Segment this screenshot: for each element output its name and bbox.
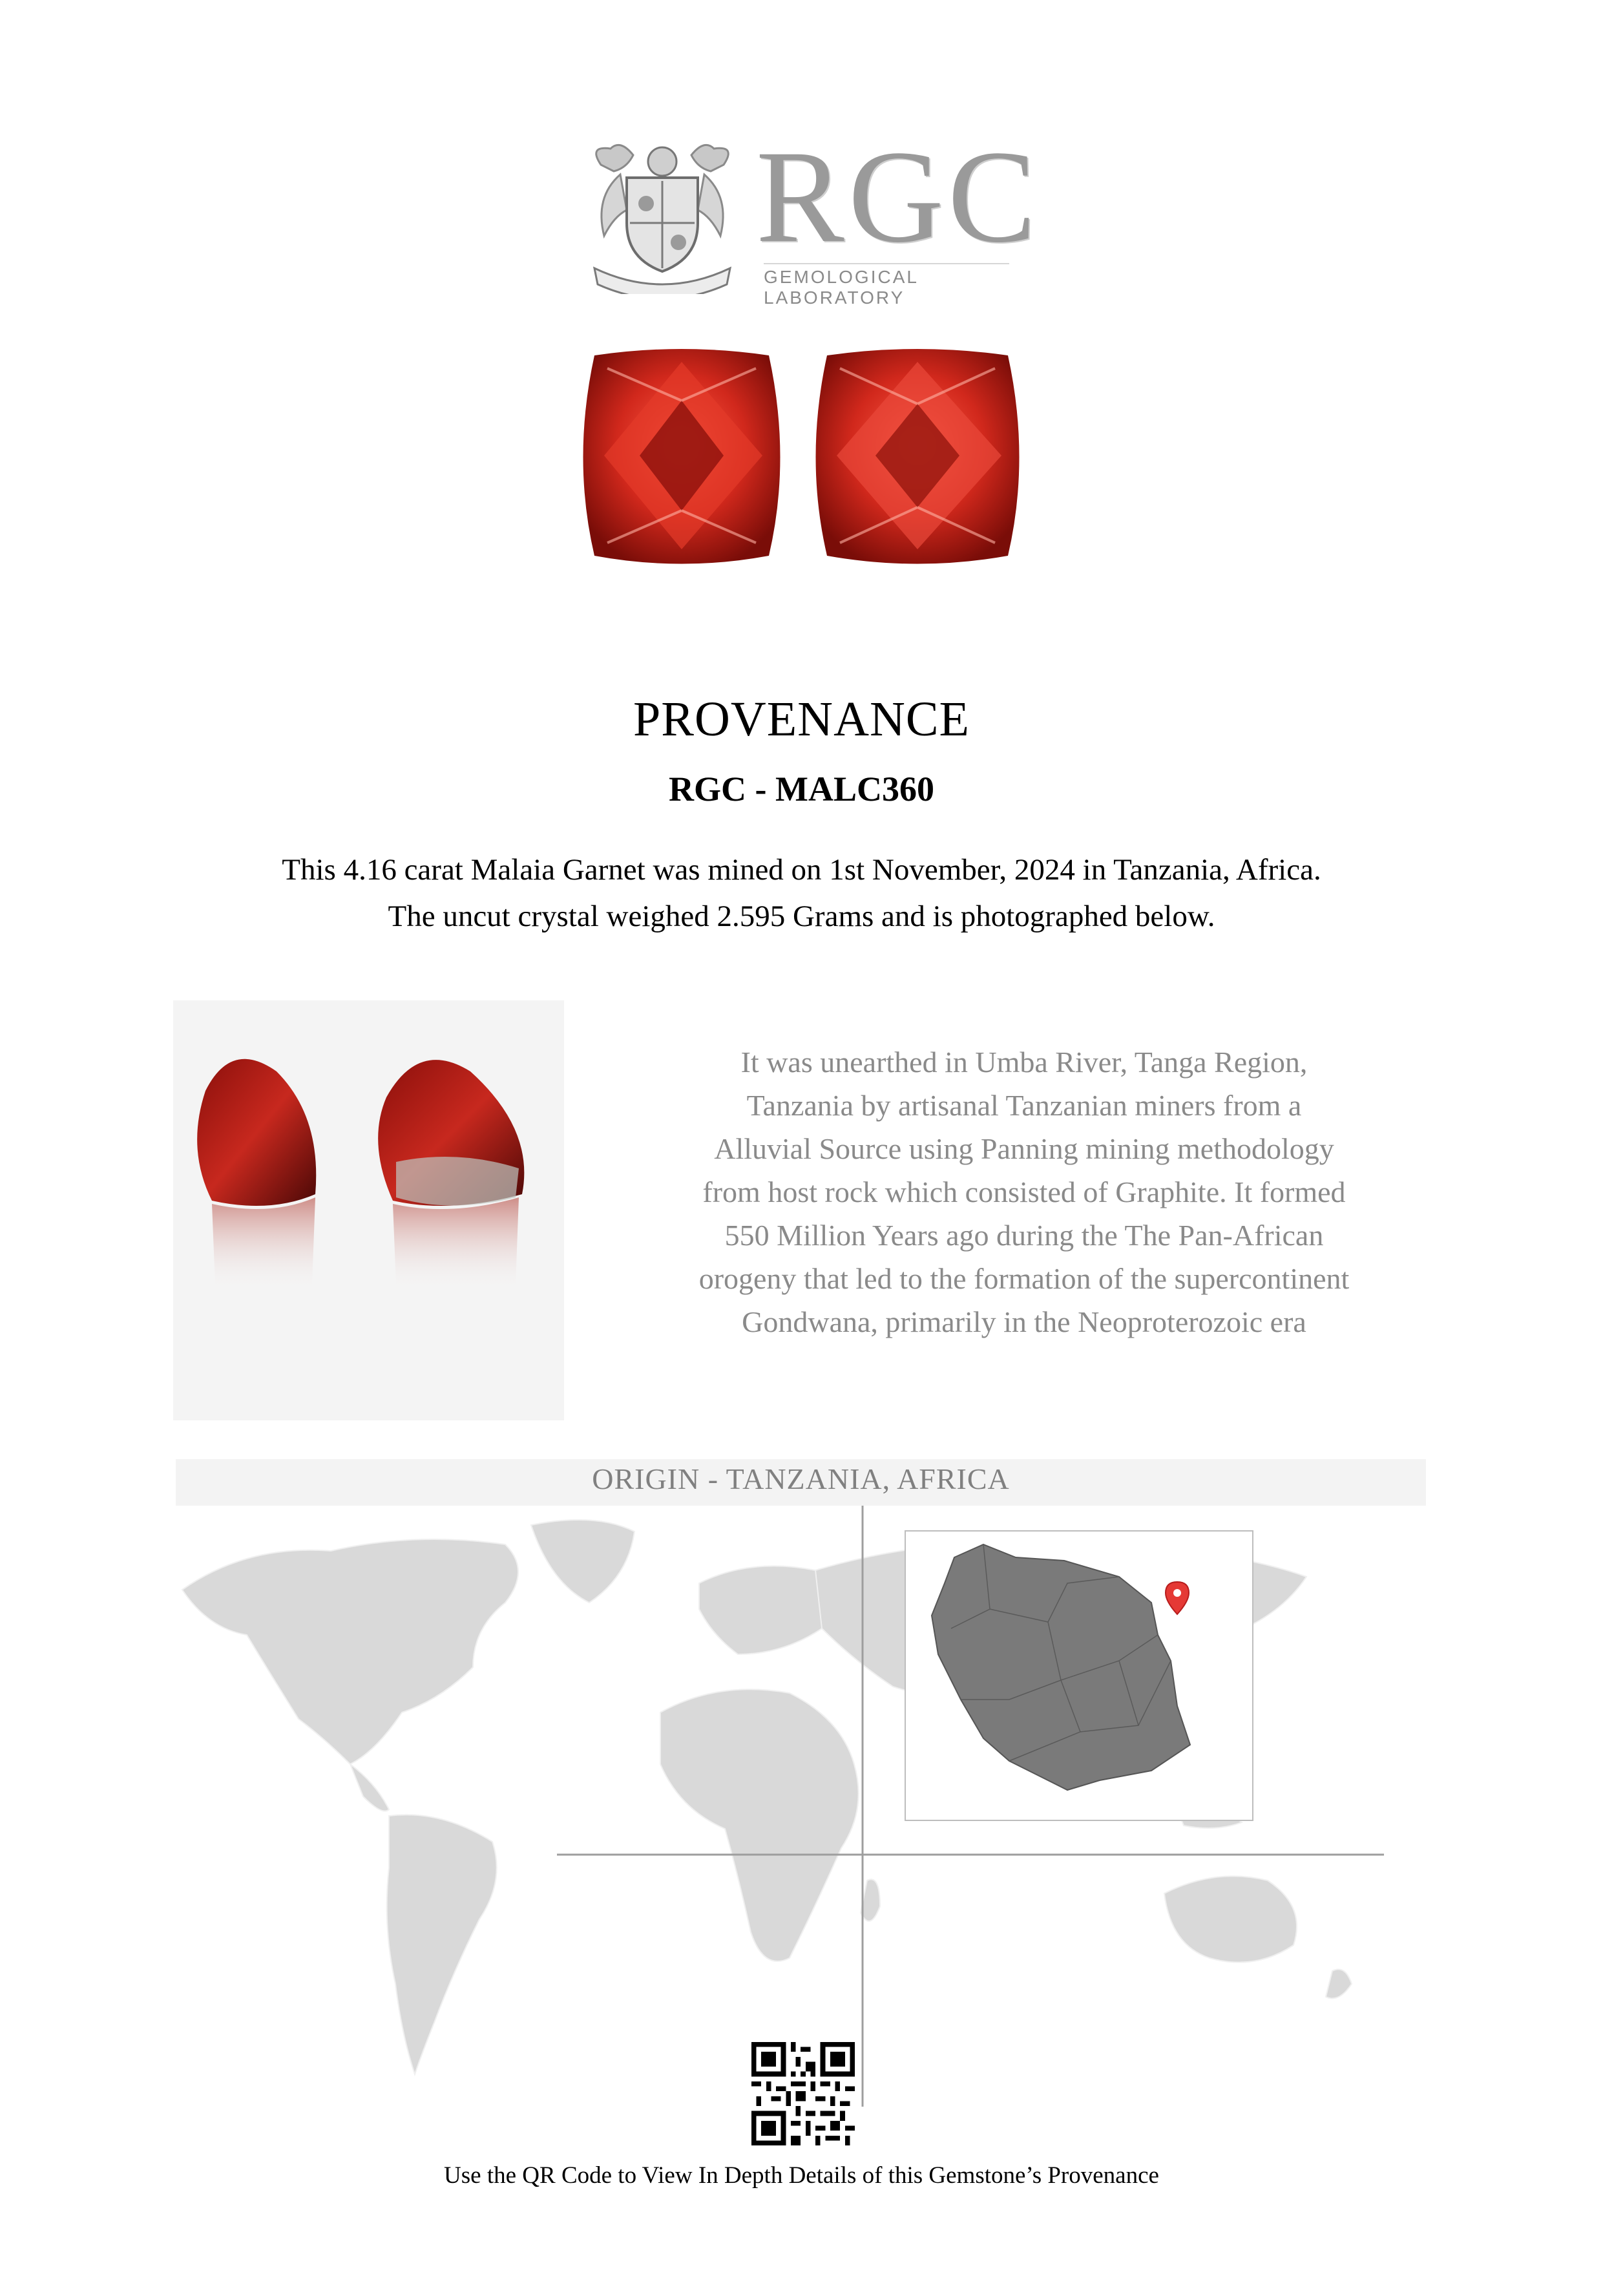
- story-line: from host rock which consisted of Graphite. It formed: [702, 1175, 1346, 1208]
- qr-code-icon[interactable]: [751, 2042, 855, 2145]
- tanzania-map: [906, 1532, 1252, 1820]
- story-line: 550 Million Years ago during the The Pan-African: [724, 1219, 1324, 1252]
- logo-subtitle: GEMOLOGICAL LABORATORY: [764, 263, 1009, 308]
- intro-line: This 4.16 carat Malaia Garnet was mined on 1st November, 2024 in Tanzania, Africa.: [282, 853, 1321, 887]
- location-pin-icon: [1166, 1582, 1189, 1614]
- page-title: PROVENANCE: [633, 692, 970, 746]
- story-line: Gondwana, primarily in the Neoproterozoic era: [742, 1305, 1306, 1338]
- story-line: Tanzania by artisanal Tanzanian miners from a: [746, 1089, 1302, 1122]
- qr-caption: Use the QR Code to View In Depth Details of this Gemstone’s Provenance: [444, 2162, 1159, 2189]
- tanzania-inset-map: [905, 1530, 1253, 1821]
- story-line: Alluvial Source using Panning mining methodology: [714, 1132, 1334, 1165]
- lab-logo: [581, 123, 1040, 308]
- crest-icon: [581, 139, 743, 294]
- reference-number: RGC - MALC360: [669, 770, 934, 808]
- rough-crystal-image: [173, 1000, 564, 1420]
- logo-letters: RGC: [756, 123, 1040, 270]
- cut-gemstones-image: [569, 342, 1034, 575]
- intro-paragraph: [0, 847, 1603, 940]
- story-line: orogeny that led to the formation of the supercontinent: [698, 1262, 1350, 1295]
- right-gem: [816, 349, 1020, 564]
- intro-line: The uncut crystal weighed 2.595 Grams and is photographed below.: [388, 900, 1215, 933]
- rough-crystal-illustration: [173, 1000, 564, 1420]
- provenance-story: [646, 1040, 1402, 1343]
- origin-label: ORIGIN - TANZANIA, AFRICA: [592, 1462, 1010, 1495]
- left-gem: [583, 349, 781, 564]
- story-line: It was unearthed in Umba River, Tanga Region,: [740, 1046, 1308, 1079]
